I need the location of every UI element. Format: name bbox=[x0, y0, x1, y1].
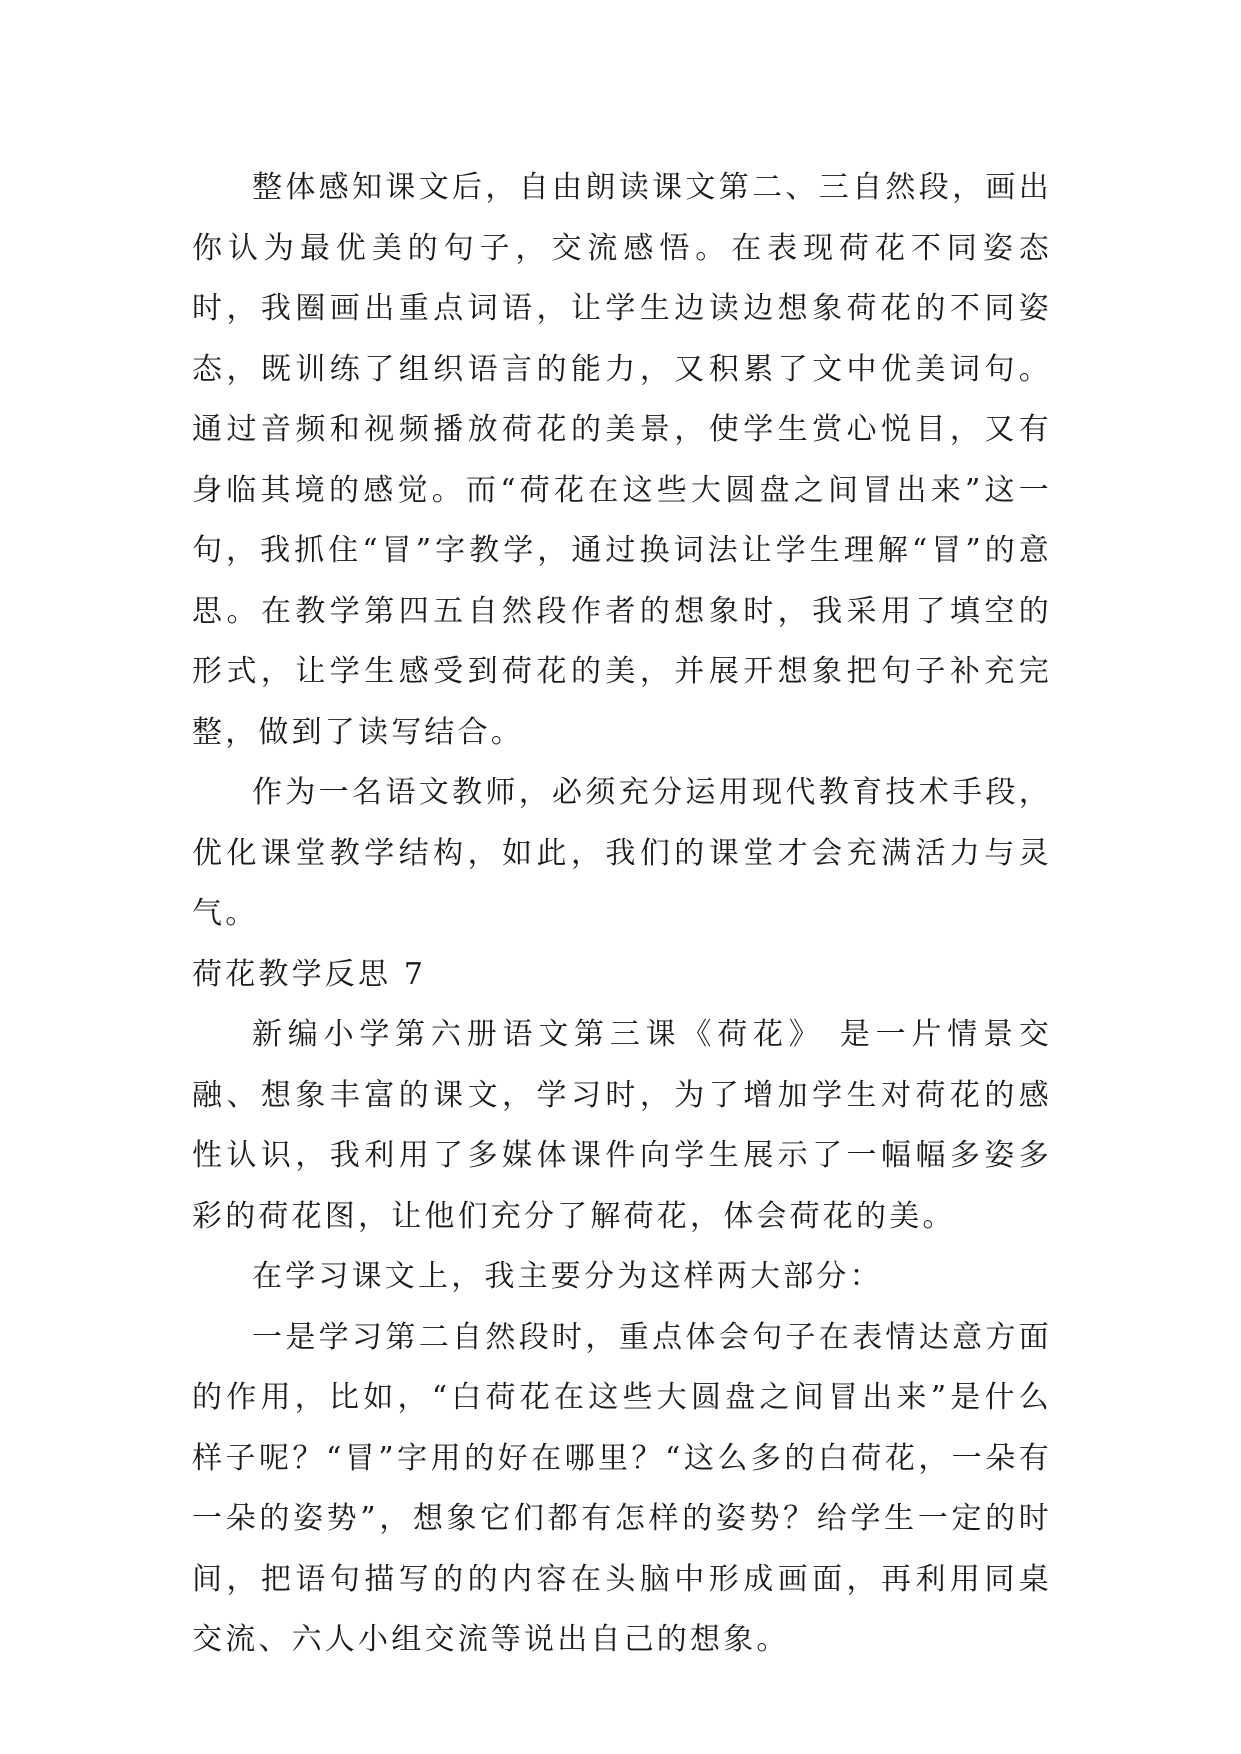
paragraph-two-parts: 在学习课文上，我主要分为这样两大部分： bbox=[252, 1259, 883, 1294]
section-heading: 荷花教学反思 7 bbox=[192, 956, 427, 992]
document-page bbox=[192, 158, 1052, 1671]
paragraph-lesson-intro: 新编小学第六册语文第三课《荷花》 是一片情景交融、想象丰富的课文，学习时，为了增加学生对荷花的感性认识，我利用了多媒体课件向学生展示了一幅幅多姿多彩的荷花图，让他们充分了解荷花，体会荷花的美。 bbox=[192, 1017, 1052, 1234]
paragraph-reading-practice: 整体感知课文后，自由朗读课文第二、三自然段，画出你认为最优美的句子，交流感悟。在表现荷花不同姿态时，我圈画出重点词语，让学生边读边想象荷花的不同姿态，既训练了组织语言的能力，又积累了文中优美词句。通过音频和视频播放荷花的美景，使学生赏心悦目，又有身临其境的感觉。而“荷花在这些大圆盘之间冒出来”这一句，我抓住“冒”字教学，通过换词法让学生理解“冒”的意思。在教学第四五自然段作者的想象时，我采用了填空的形式，让学生感受到荷花的美，并展开想象把句子补充完整，做到了读写结合。 bbox=[192, 170, 1052, 750]
paragraph-teacher-conclusion: 作为一名语文教师，必须充分运用现代教育技术手段，优化课堂教学结构，如此，我们的课堂才会充满活力与灵气。 bbox=[192, 775, 1052, 931]
paragraph-part-one: 一是学习第二自然段时，重点体会句子在表情达意方面的作用，比如，“白荷花在这些大圆盘之间冒出来”是什么样子呢？“冒”字用的好在哪里？“这么多的白荷花，一朵有一朵的姿势”，想象它们都有怎样的姿势？给学生一定的时间，把语句描写的的内容在头脑中形成画面，再利用同桌交流、六人小组交流等说出自己的想象。 bbox=[192, 1319, 1052, 1657]
